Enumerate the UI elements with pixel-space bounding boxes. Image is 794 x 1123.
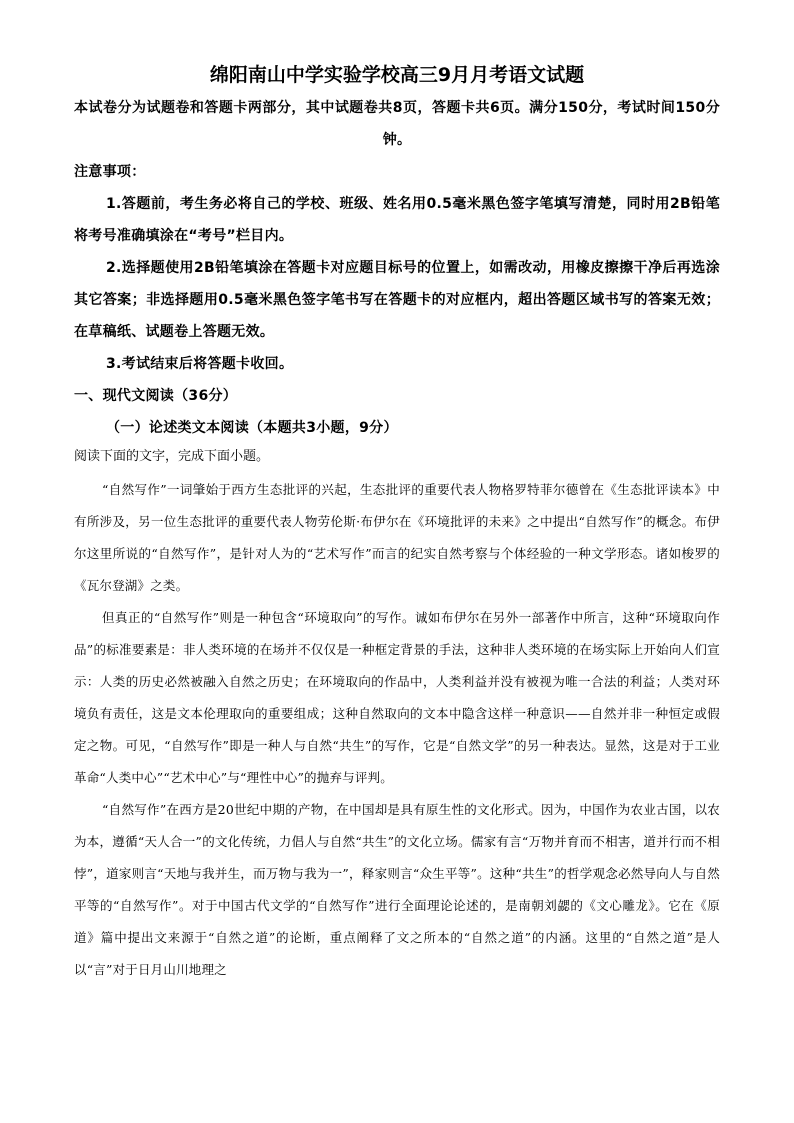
passage-paragraph: 但真正的“自然写作”则是一种包含“环境取向”的写作。诚如布伊尔在另外一部著作中所言，这种“环境取向作品”的标准要素是：非人类环境的在场并不仅仅是一种框定背景的手法，这种非人类环境的在场实际上开始向人们宣示：人类的历史必然被融入自然之历史；在环境取向的作品中，人类利益并没有被视为唯一合法的利益；人类对环境负有责任，这是文本伦理取向的重要组成；这种自然取向的文本中隐含这样一种意识——自然并非一种恒定或假定之物。可见，“自然写作”即是一种人与自然“共生”的写作，它是“自然文学”的另一种表达。显然，这是对于工业革命“人类中心”“艺术中心”与“理性中心”的抛弃与评判。 [74,610,720,785]
notice-item: 3.考试结束后将答题卡收回。 [106,356,294,372]
notice-item: 2.选择题使用2B铅笔填涂在答题卡对应题目标号的位置上，如需改动，用橡皮擦擦干净后再选涂其它答案；非选择题用0.5毫米黑色签字笔书写在答题卡的对应框内，超出答题区域书写的答案无效；在草稿纸、试题卷上答题无效。 [74,260,720,340]
section-heading: 一、现代文阅读（36分） [74,388,238,404]
passage-paragraph: “自然写作”在西方是20世纪中期的产物，在中国却是具有原生性的文化形式。因为，中国作为农业古国，以农为本，遵循“天人合一”的文化传统，力倡人与自然“共生”的文化立场。儒家有言“万物并育而不相害，道并行而不相悖”，道家则言“天地与我并生，而万物与我为一”，释家则言“众生平等”。这种“共生”的哲学观念必然导向人与自然平等的“自然写作”。对于中国古代文学的“自然写作”进行全面理论论述的，是南朝刘勰的《文心雕龙》。它在《原道》篇中提出文来源于“自然之道”的论断，重点阐释了文之所本的“自然之道”的内涵。这里的“自然之道”是人以“言”对于日月山川地理之 [74,802,720,977]
passage-paragraph: “自然写作”一词肇始于西方生态批评的兴起，生态批评的重要代表人物格罗特菲尔德曾在《生态批评读本》中有所涉及，另一位生态批评的重要代表人物劳伦斯·布伊尔在《环境批评的未来》之中提出“自然写作”的概念。布伊尔这里所说的“自然写作”，是针对人为的“艺术写作”而言的纪实自然考察与个体经验的一种文学形态。诸如梭罗的《瓦尔登湖》之类。 [74,482,720,593]
reading-passage [74,474,720,986]
page-title: 绵阳南山中学实验学校高三9月月考语文试题 [209,64,585,86]
exam-intro: 本试卷分为试题卷和答题卡两部分，其中试题卷共8页，答题卡共6页。满分150分，考试时间150分钟。 [74,100,720,148]
notice-item: 1.答题前，考生务必将自己的学校、班级、姓名用0.5毫米黑色签字笔填写清楚，同时用2B铅笔将考号准确填涂在“考号”栏目内。 [74,196,720,244]
exam-page [74,62,720,986]
notice-heading: 注意事项： [74,164,146,180]
subsection-heading: （一）论述类文本阅读（本题共3小题，9分） [106,420,398,436]
reading-instruction: 阅读下面的文字，完成下面小题。 [74,449,270,464]
